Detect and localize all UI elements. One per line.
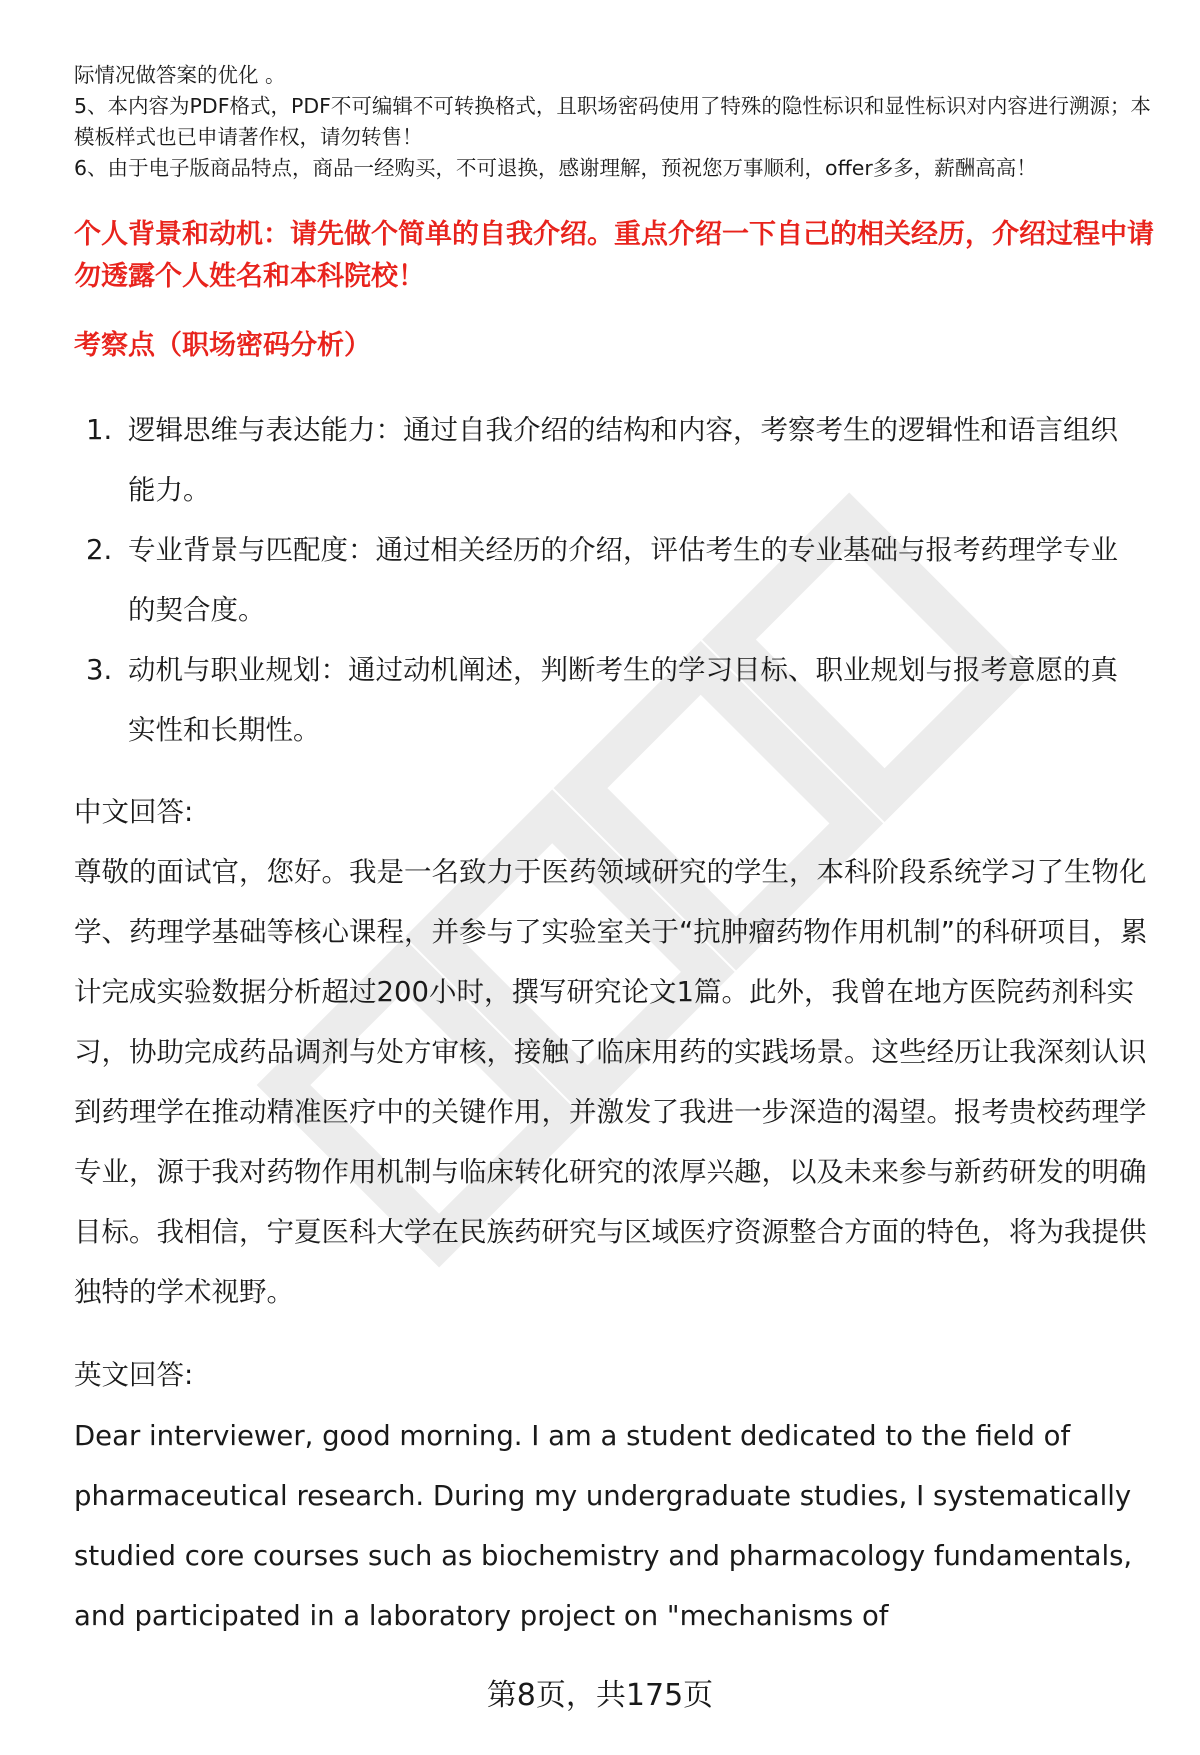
note-line: 6、由于电子版商品特点，商品一经购买，不可退换，感谢理解，预祝您万事顺利，offer多多，薪酬高高！ [74, 156, 1037, 180]
note-line: 际情况做答案的优化 。 [74, 63, 286, 87]
list-text: 逻辑思维与表达能力：通过自我介绍的结构和内容，考察考生的逻辑性和语言组织能力。 [128, 414, 1118, 506]
note-line: 5、本内容为PDF格式，PDF不可编辑不可转换格式，且职场密码使用了特殊的隐性标识和显性标识对内容进行溯源；本模板样式也已申请著作权，请勿转售！ [74, 94, 1151, 149]
list-text: 专业背景与匹配度：通过相关经历的介绍，评估考生的专业基础与报考药理学专业的契合度。 [128, 534, 1118, 626]
list-item [80, 640, 1140, 760]
chinese-answer-text: 尊敬的面试官，您好。我是一名致力于医药领域研究的学生，本科阶段系统学习了生物化学、药理学基础等核心课程，并参与了实验室关于“抗肿瘤药物作用机制”的科研项目，累计完成实验数据分析超过200小时，撰写研究论文1篇。此外，我曾在地方医院药剂科实习，协助完成药品调剂与处方审核，接触了临床用药的实践场景。这些经历让我深刻认识到药理学在推动精准医疗中的关键作用，并激发了我进一步深造的渴望。报考贵校药理学专业，源于我对药物作用机制与临床转化研究的浓厚兴趣，以及未来参与新药研发的明确目标。我相信，宁夏医科大学在民族药研究与区域医疗资源整合方面的特色，将为我提供独特的学术视野。 [74, 856, 1148, 1308]
watermark-text: 职场密码 [628, 900, 632, 901]
list-text: 动机与职业规划：通过动机阐述，判断考生的学习目标、职业规划与报考意愿的真实性和长期性。 [128, 654, 1118, 746]
list-number: 2. [86, 534, 113, 566]
page-number: 第8页，共175页 [486, 1678, 714, 1713]
list-item [80, 400, 1140, 520]
notes-block [74, 60, 1154, 184]
assessment-points [80, 400, 1140, 760]
list-item [80, 520, 1140, 640]
english-answer-text: Dear interviewer, good morning. I am a student dedicated to the field of pharmaceutical research. During my undergraduate studies, I systematically studied core courses such as biochemistry and pharmacology fundamentals, and participated in a laboratory project on "mechanisms of [74, 1420, 1133, 1632]
english-answer-label: 英文回答: [74, 1359, 194, 1391]
list-number: 1. [86, 414, 113, 446]
question-heading: 个人背景和动机：请先做个简单的自我介绍。重点介绍一下自己的相关经历，介绍过程中请勿透露个人姓名和本科院校！ [74, 219, 1154, 292]
assessment-heading: 考察点（职场密码分析） [74, 330, 371, 361]
chinese-answer-label: 中文回答: [74, 796, 194, 828]
list-number: 3. [86, 654, 113, 686]
